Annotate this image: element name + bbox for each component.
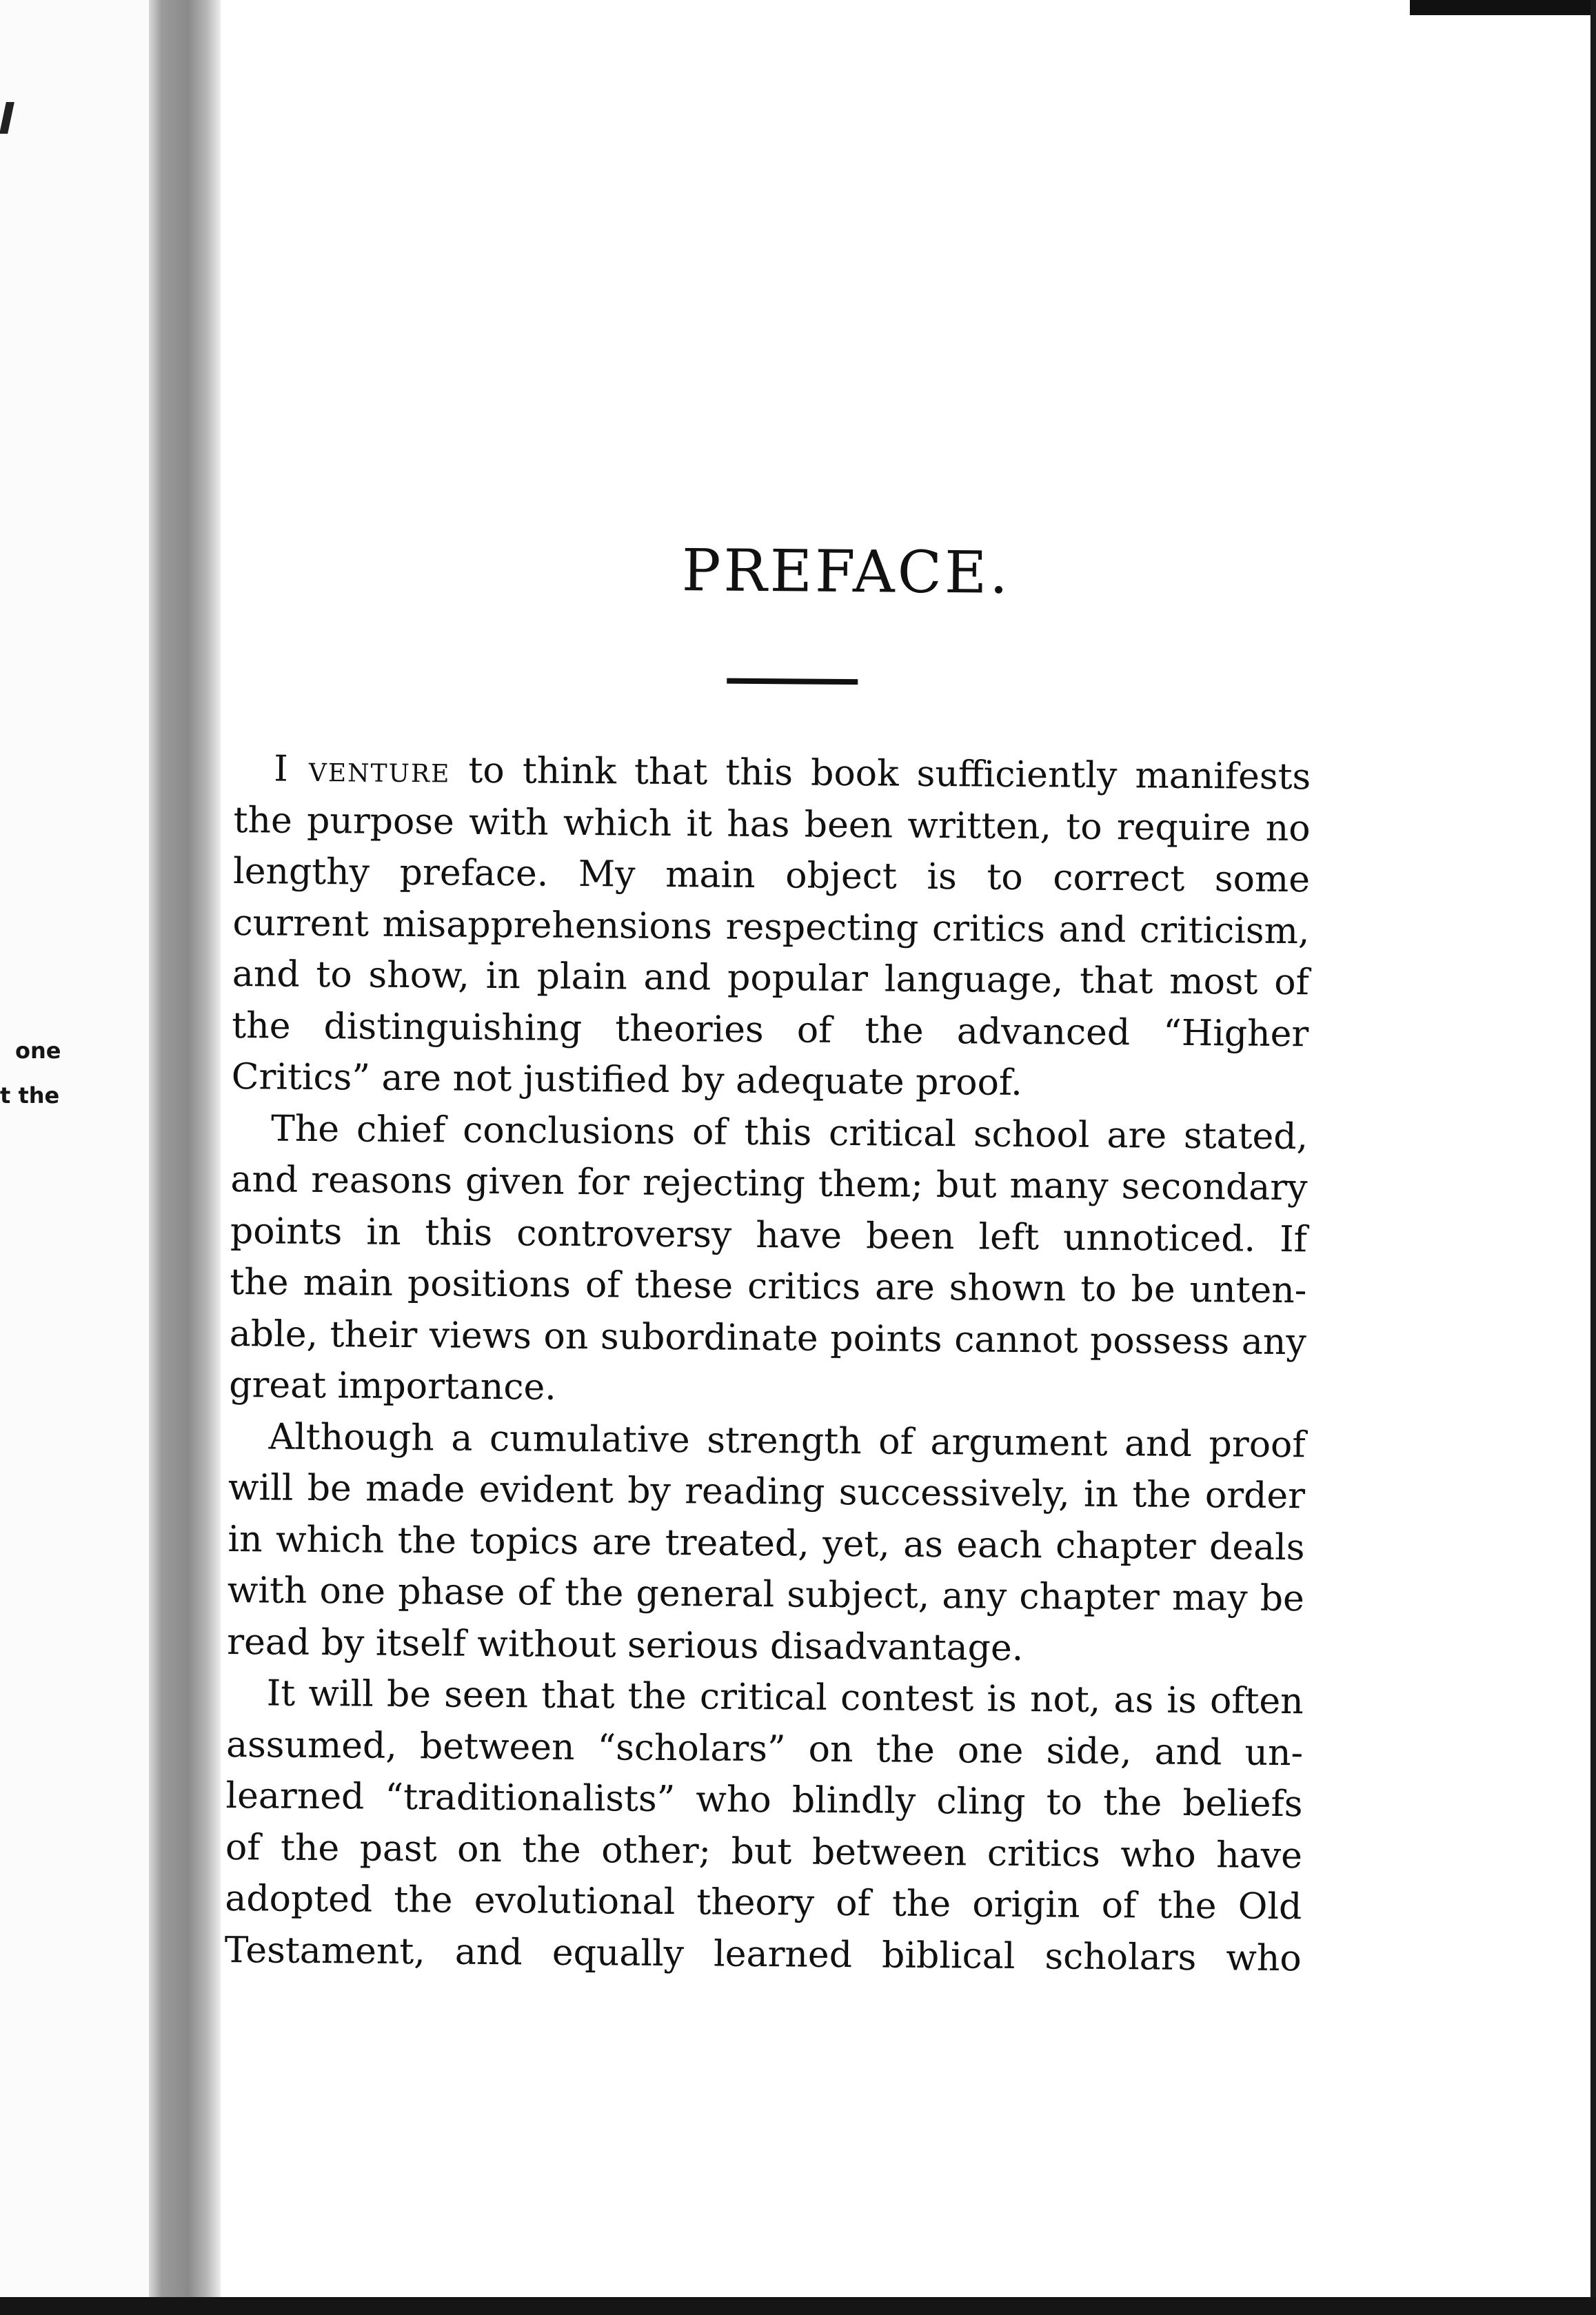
book-gutter-shadow <box>149 0 221 2315</box>
title-rule <box>727 678 858 685</box>
text-line: the purpose with which it has been written, to require no <box>233 799 1311 849</box>
text-line: great importance. <box>228 1364 557 1408</box>
text-line: learned “traditionalists” who blindly cling to the beliefs <box>225 1775 1303 1826</box>
text-line <box>234 743 1311 803</box>
text-line: of the past on the other; but between critics who have <box>225 1826 1303 1877</box>
facing-page-sliver <box>0 0 159 2315</box>
text-line: Although a cumulative strength of argument and proof <box>268 1415 1306 1466</box>
text-line: and reasons given for rejecting them; but many secondary <box>230 1159 1308 1209</box>
text-line: Critics” are not justified by adequate proof. <box>231 1056 1023 1104</box>
text-line: Testament, and equally learned biblical scholars who <box>224 1929 1302 1979</box>
scanner-edge-right <box>1590 0 1596 2315</box>
text-line: adopted the evolutional theory of the origin of the Old <box>225 1877 1302 1928</box>
line-text: to think that this book sufficiently manifests <box>450 749 1311 798</box>
facing-page-mark <box>0 102 14 134</box>
scanner-edge-top <box>1410 0 1596 15</box>
text-line: points in this controversy have been left unnoticed. If <box>230 1210 1308 1260</box>
lead-word: I venture <box>274 748 451 791</box>
text-line: in which the topics are treated, yet, as each chapter deals <box>228 1518 1305 1568</box>
text-line: the distinguishing theories of the advanced “Higher <box>232 1004 1309 1055</box>
text-line: lengthy preface. My main object is to correct some <box>232 851 1311 901</box>
text-line: will be made evident by reading successively, in the order <box>228 1466 1306 1517</box>
text-line: with one phase of the general subject, any chapter may be <box>227 1569 1305 1620</box>
text-block <box>216 0 1337 2315</box>
page-title: PREFACE. <box>681 536 1011 607</box>
text-line: the main positions of these critics are shown to be unten- <box>230 1262 1307 1312</box>
text-line: able, their views on subordinate points cannot possess any <box>229 1313 1306 1363</box>
text-line: It will be seen that the critical contest is not, as is often <box>266 1672 1304 1723</box>
scanner-edge-bottom <box>0 2297 1596 2315</box>
facing-page-fragment: one <box>15 1038 61 1064</box>
text-line: The chief conclusions of this critical school are stated, <box>270 1107 1309 1158</box>
text-line: and to show, in plain and popular language, that most of <box>232 953 1310 1004</box>
text-line: assumed, between “scholars” on the one side, and un- <box>225 1723 1304 1774</box>
text-line: current misapprehensions respecting critics and criticism, <box>232 902 1310 952</box>
facing-page-fragment: t the <box>0 1082 60 1109</box>
body-text <box>224 743 1311 1984</box>
text-line: read by itself without serious disadvantage. <box>227 1621 1024 1669</box>
